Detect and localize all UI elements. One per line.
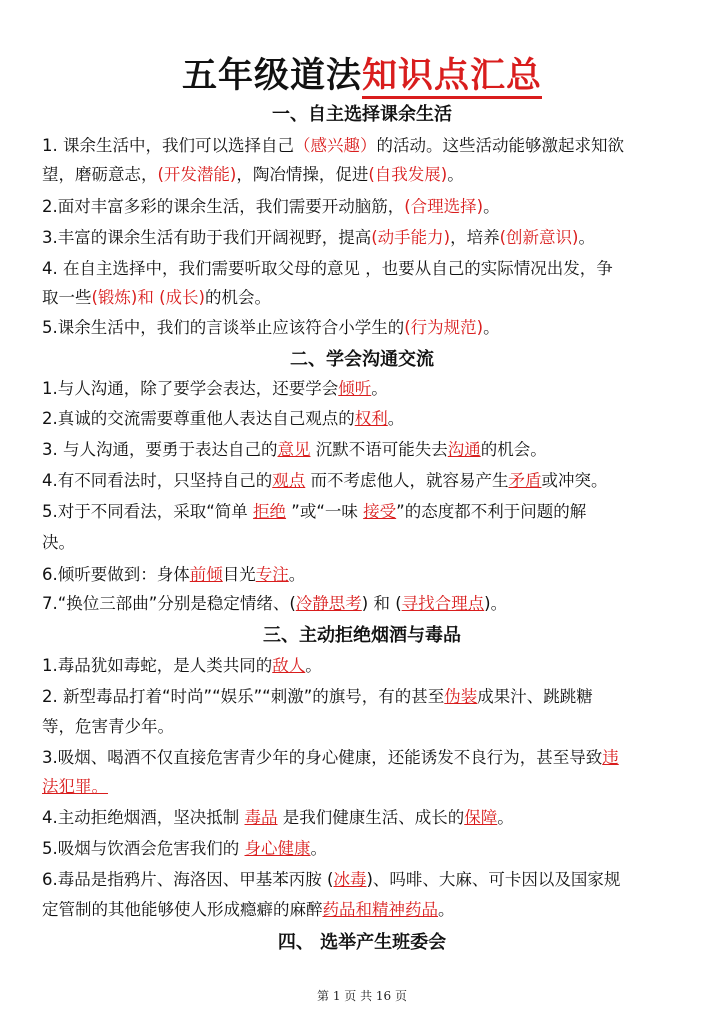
text-line: 3. 与人沟通，要勇于表达自己的意见 沉默不语可能失去沟通的机会。 <box>42 440 547 459</box>
text-line: 5.吸烟与饮酒会危害我们的 身心健康。 <box>42 839 327 858</box>
text-line: 1.毒品犹如毒蛇，是人类共同的敌人。 <box>42 656 322 675</box>
text-line: 5.课余生活中，我们的言谈举止应该符合小学生的(行为规范)。 <box>42 318 500 337</box>
text-line: 2. 新型毒品打着“时尚”“娱乐”“刺激”的旗号，有的甚至伪装成果汁、跳跳糖 <box>42 687 593 706</box>
section-heading: 四、 选举产生班委会 <box>277 932 447 953</box>
text-line: 2.面对丰富多彩的课余生活，我们需要开动脑筋，(合理选择)。 <box>42 197 500 216</box>
text-line: 望，磨砺意志，(开发潜能)，陶冶情操，促进(自我发展)。 <box>42 165 464 184</box>
title-red: 知识点汇总 <box>362 56 542 99</box>
section-heading: 二、学会沟通交流 <box>290 349 434 370</box>
text-line: 4.有不同看法时，只坚持自己的观点 而不考虑他人，就容易产生矛盾或冲突。 <box>42 471 608 490</box>
text-line: 1. 课余生活中，我们可以选择自己（感兴趣）的活动。这些活动能够激起求知欲 <box>42 136 624 155</box>
text-line: 1.与人沟通，除了要学会表达，还要学会倾听。 <box>42 379 388 398</box>
text-line: 取一些(锻炼)和 (成长)的机会。 <box>42 288 271 307</box>
text-line: 3.吸烟、喝酒不仅直接危害青少年的身心健康，还能诱发不良行为，甚至导致违 <box>42 748 619 767</box>
text-line: 4. 在自主选择中，我们需要听取父母的意见 ，也要从自己的实际情况出发，争 <box>42 259 613 278</box>
text-line: 5.对于不同看法，采取“简单 拒绝 ”或“一味 接受”的态度都不利于问题的解 <box>42 502 587 521</box>
text-line: 6.毒品是指鸦片、海洛因、甲基苯丙胺 (冰毒)、吗啡、大麻、可卡因以及国家规 <box>42 870 621 889</box>
title-black: 五年级道法 <box>181 56 362 96</box>
text-line: 定管制的其他能够使人形成瘾癖的麻醉药品和精神药品。 <box>42 900 455 919</box>
section-heading: 一、自主选择课余生活 <box>272 104 452 125</box>
section-heading: 三、主动拒绝烟酒与毒品 <box>263 625 461 646</box>
text-line: 法犯罪。 <box>42 777 108 796</box>
text-line: 等，危害青少年。 <box>42 717 174 736</box>
text-line: 4.主动拒绝烟酒，坚决抵制 毒品 是我们健康生活、成长的保障。 <box>42 808 514 827</box>
text-line: 7.“换位三部曲”分别是稳定情绪、(冷静思考) 和 (寻找合理点)。 <box>42 594 508 613</box>
page-footer: 第 1 页 共 16 页 <box>317 989 407 1003</box>
page-title <box>0 48 724 98</box>
text-line: 2.真诚的交流需要尊重他人表达自己观点的权利。 <box>42 409 405 428</box>
text-line: 3.丰富的课余生活有助于我们开阔视野，提高(动手能力)，培养(创新意识)。 <box>42 228 595 247</box>
text-line: 6.倾听要做到：身体前倾目光专注。 <box>42 565 306 584</box>
text-line: 决。 <box>42 533 75 552</box>
